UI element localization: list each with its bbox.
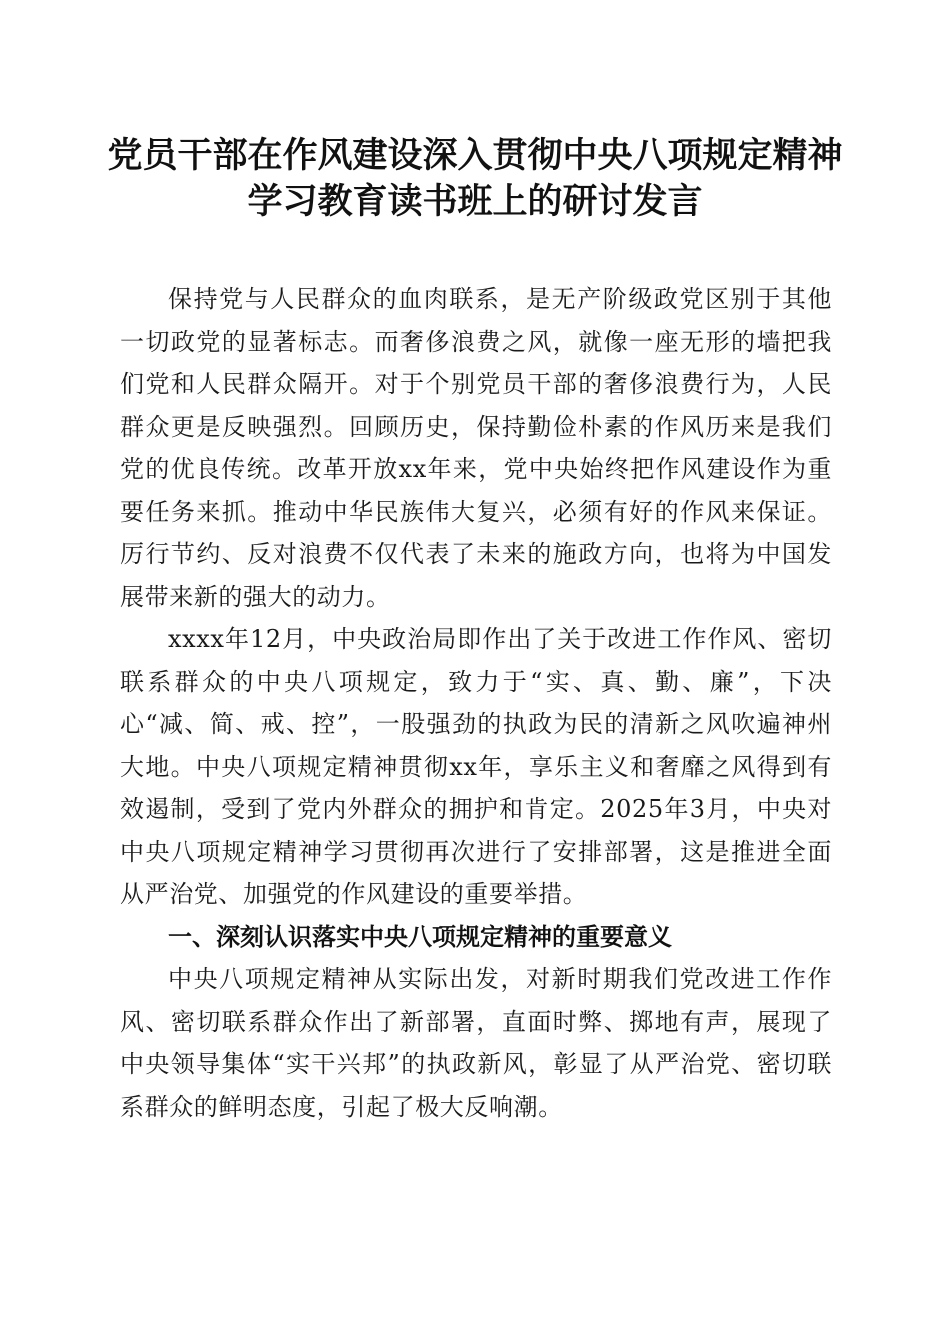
document-body — [120, 278, 832, 1128]
paragraph-1: 保持党与人民群众的血肉联系，是无产阶级政党区别于其他一切政党的显著标志。而奢侈浪费之风，就像一座无形的墙把我们党和人民群众隔开。对于个别党员干部的奢侈浪费行为，人民群众更是反映强烈。回顾历史，保持勤俭朴素的作风历来是我们党的优良传统。改革开放xx年来，党中央始终把作风建设作为重要任务来抓。推动中华民族伟大复兴，必须有好的作风来保证。厉行节约、反对浪费不仅代表了未来的施政方向，也将为中国发展带来新的强大的动力。 — [120, 285, 832, 611]
section-1-paragraph: 中央八项规定精神从实际出发，对新时期我们党改进工作作风、密切联系群众作出了新部署，直面时弊、掷地有声，展现了中央领导集体“实干兴邦”的执政新风，彰显了从严治党、密切联系群众的鲜明态度，引起了极大反响潮。 — [120, 965, 832, 1121]
paragraph-2: xxxx年12月，中央政治局即作出了关于改进工作作风、密切联系群众的中央八项规定，致力于“实、真、勤、廉”，下决心“减、简、戒、控”，一股强劲的执政为民的清新之风吹遍神州大地。中央八项规定精神贯彻xx年，享乐主义和奢靡之风得到有效遏制，受到了党内外群众的拥护和肯定。2025年3月，中央对中央八项规定精神学习贯彻再次进行了安排部署，这是推进全面从严治党、加强党的作风建设的重要举措。 — [120, 625, 832, 908]
document-title: 党员干部在作风建设深入贯彻中央八项规定精神学习教育读书班上的研讨发言 — [107, 135, 843, 222]
section-heading-1: 一、深刻认识落实中央八项规定精神的重要意义 — [168, 922, 672, 951]
